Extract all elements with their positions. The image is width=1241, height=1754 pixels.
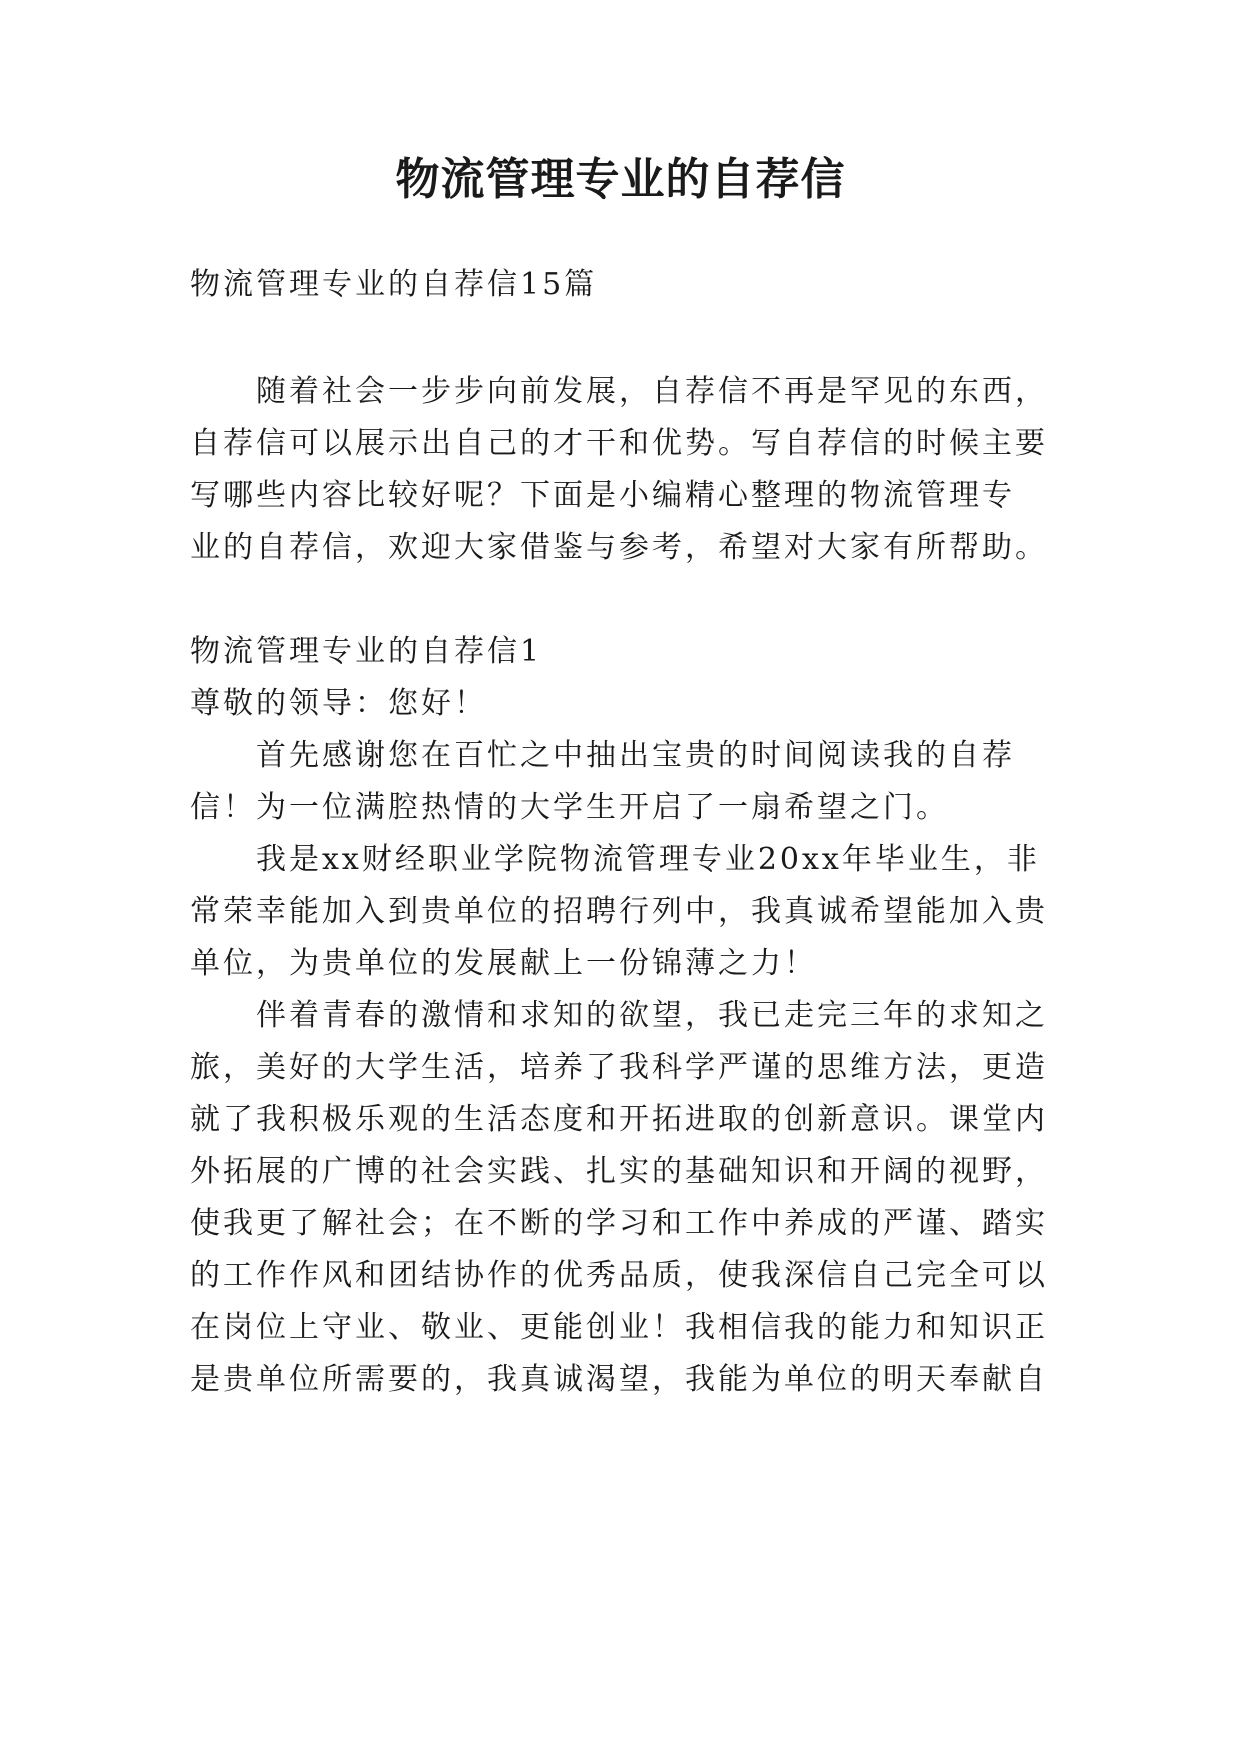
intro-line: 自荐信可以展示出自己的才干和优势。写自荐信的时候主要 <box>190 426 1048 461</box>
paragraph-line: 我是xx财经职业学院物流管理专业20xx年毕业生，非 <box>256 842 1040 877</box>
paragraph-line: 外拓展的广博的社会实践、扎实的基础知识和开阔的视野， <box>190 1154 1048 1189</box>
paragraph-line: 伴着青春的激情和求知的欲望，我已走完三年的求知之 <box>256 998 1048 1033</box>
letter-heading: 物流管理专业的自荐信1 <box>190 634 543 669</box>
document-title: 物流管理专业的自荐信 <box>395 154 846 205</box>
paragraph-line: 在岗位上守业、敬业、更能创业！我相信我的能力和知识正 <box>190 1310 1048 1345</box>
paragraph-line: 信！为一位满腔热情的大学生开启了一扇希望之门。 <box>190 790 949 825</box>
paragraph-line: 的工作作风和团结协作的优秀品质，使我深信自己完全可以 <box>190 1258 1048 1293</box>
document-subtitle: 物流管理专业的自荐信15篇 <box>190 267 598 302</box>
intro-line: 写哪些内容比较好呢？下面是小编精心整理的物流管理专 <box>190 478 1015 513</box>
intro-line: 随着社会一步步向前发展，自荐信不再是罕见的东西， <box>256 374 1048 409</box>
paragraph-line: 使我更了解社会；在不断的学习和工作中养成的严谨、踏实 <box>190 1206 1048 1241</box>
paragraph-line: 就了我积极乐观的生活态度和开拓进取的创新意识。课堂内 <box>190 1102 1048 1137</box>
intro-line: 业的自荐信，欢迎大家借鉴与参考，希望对大家有所帮助。 <box>190 530 1048 565</box>
paragraph-line: 单位，为贵单位的发展献上一份锦薄之力！ <box>190 946 817 981</box>
salutation: 尊敬的领导：您好！ <box>190 686 487 721</box>
paragraph-line: 旅，美好的大学生活，培养了我科学严谨的思维方法，更造 <box>190 1050 1048 1085</box>
paragraph-line: 常荣幸能加入到贵单位的招聘行列中，我真诚希望能加入贵 <box>190 894 1048 929</box>
paragraph-line: 首先感谢您在百忙之中抽出宝贵的时间阅读我的自荐 <box>256 738 1015 773</box>
paragraph-line: 是贵单位所需要的，我真诚渴望，我能为单位的明天奉献自 <box>190 1362 1048 1397</box>
